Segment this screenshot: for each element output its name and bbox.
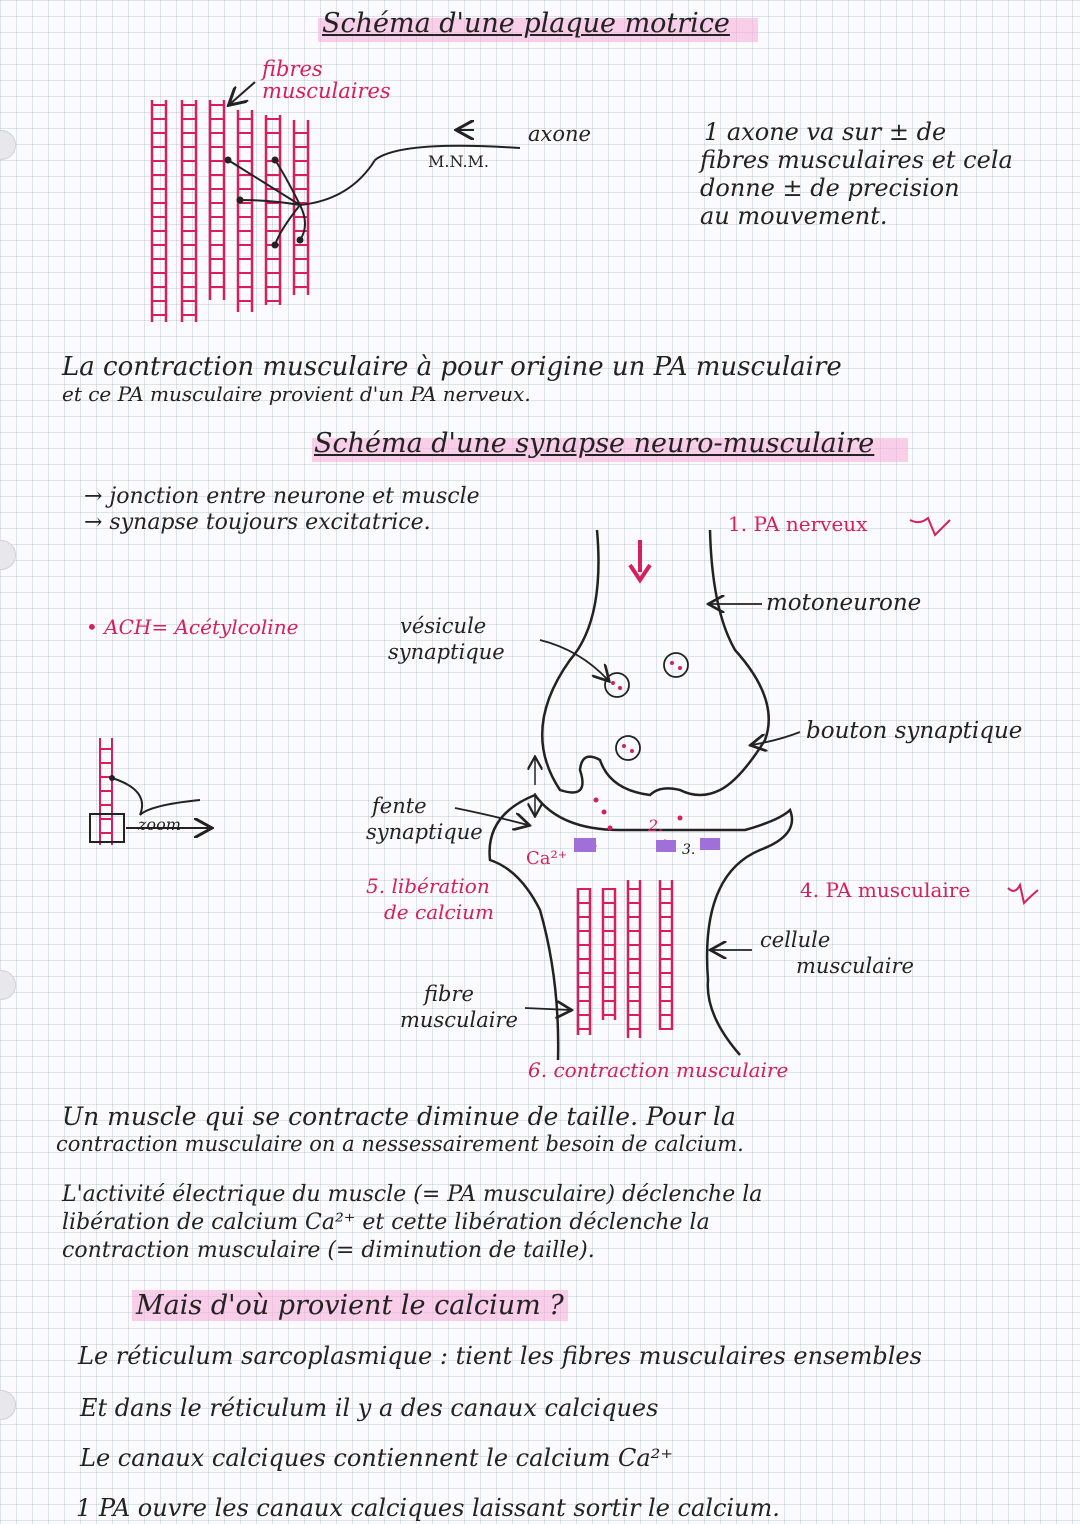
intro-line-2: et ce PA musculaire provient d'un PA nerveux. xyxy=(62,382,531,406)
label-fibre-1: fibre xyxy=(424,982,474,1006)
p1-line-2: contraction musculaire on a nessessairement besoin de calcium. xyxy=(56,1132,744,1156)
label-step-2: 2. xyxy=(648,816,664,835)
bullet-2: → synapse toujours excitatrice. xyxy=(84,510,431,535)
line-reticulum: Le réticulum sarcoplasmique : tient les fibres musculaires ensembles xyxy=(78,1342,922,1370)
bullet-1: → jonction entre neurone et muscle xyxy=(84,484,480,509)
note-line-4: au mouvement. xyxy=(700,202,888,230)
label-fibre-2: musculaire xyxy=(400,1008,518,1032)
label-motoneurone: motoneurone xyxy=(766,590,922,616)
label-liberation-1: 5. libération xyxy=(366,874,490,898)
p2-line-2: libération de calcium Ca²⁺ et cette libération déclenche la xyxy=(62,1210,710,1235)
line-canaux: Et dans le réticulum il y a des canaux calciques xyxy=(80,1394,659,1422)
label-pa-musculaire: 4. PA musculaire xyxy=(800,878,971,902)
label-bouton: bouton synaptique xyxy=(806,718,1023,744)
label-fibres: fibres musculaires xyxy=(262,57,391,103)
label-axone: axone xyxy=(528,122,591,146)
label-mnm: M.N.M. xyxy=(428,152,489,171)
note-line-3: donne ± de precision xyxy=(700,174,960,202)
muscle-fibres-diagram xyxy=(152,100,308,322)
section1-title: Schéma d'une plaque motrice xyxy=(322,8,730,39)
label-cellule-2: musculaire xyxy=(796,954,914,978)
label-step-3: 3. xyxy=(682,842,696,858)
question: Mais d'où provient le calcium ? xyxy=(132,1290,568,1321)
label-vesicule-2: synaptique xyxy=(388,640,505,664)
p1-line-1: Un muscle qui se contracte diminue de taille. Pour la xyxy=(62,1102,736,1131)
label-liberation-2: de calcium xyxy=(384,900,494,924)
section2-title: Schéma d'une synapse neuro-musculaire xyxy=(314,428,875,459)
note-line-1: 1 axone va sur ± de xyxy=(704,118,947,146)
zoom-label: zoom xyxy=(138,815,181,834)
label-cellule-1: cellule xyxy=(760,928,831,952)
label-fente-2: synaptique xyxy=(366,820,483,844)
intro-line-1: La contraction musculaire à pour origine un PA musculaire xyxy=(62,352,842,382)
label-vesicule-1: vésicule xyxy=(400,614,487,638)
line-pa-ouvre: 1 PA ouvre les canaux calciques laissant sortir le calcium. xyxy=(76,1494,780,1522)
line-contiennent: Le canaux calciques contiennent le calcium Ca²⁺ xyxy=(80,1444,673,1472)
label-ca: Ca²⁺ xyxy=(526,848,568,869)
label-pa-nerveux: 1. PA nerveux xyxy=(728,512,868,536)
p2-line-3: contraction musculaire (= diminution de taille). xyxy=(62,1238,595,1263)
p2-line-1: L'activité électrique du muscle (= PA musculaire) déclenche la xyxy=(62,1182,763,1207)
label-fente-1: fente xyxy=(372,794,427,818)
note-line-2: fibres musculaires et cela xyxy=(700,146,1013,174)
label-contraction: 6. contraction musculaire xyxy=(528,1058,789,1082)
ach-definition: • ACH= Acétylcoline xyxy=(86,615,299,639)
